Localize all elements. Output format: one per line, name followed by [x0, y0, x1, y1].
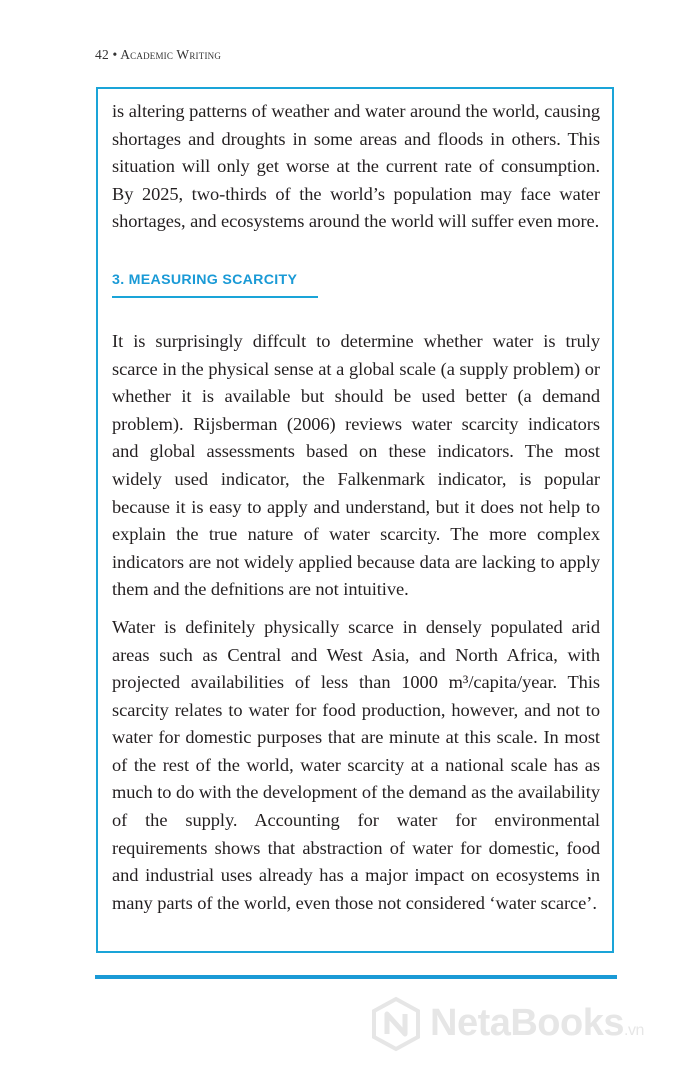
- box-content: [112, 98, 600, 917]
- heading-underline: [112, 296, 318, 298]
- watermark-logo: [368, 996, 688, 1056]
- watermark-brand: NetaBooks: [430, 1002, 624, 1044]
- section-heading: 3. MEASURING SCARCITY: [112, 271, 298, 288]
- watermark-suffix: .vn: [624, 1022, 644, 1039]
- watermark-text: [430, 1002, 644, 1045]
- netabooks-logo-icon: [368, 996, 424, 1052]
- paragraph-measuring-scarcity-1: It is surprisingly diffcult to determine whether water is truly scarce in the physical sense at a global scale (a supply problem) or whether it is available but should be used better (a demand problem). Rijsberman (2006) reviews water scarcity indicators and global assessments based on these indicators. The most widely used indicator, the Falkenmark indicator, is popular because it is easy to apply and understand, but it does not help to explain the true nature of water scarcity. The more complex indicators are not widely applied because data are lacking to apply them and the defnitions are not intuitive.: [112, 330, 600, 600]
- running-head: 42 • Academic Writing: [95, 47, 222, 62]
- bottom-rule: [95, 975, 617, 979]
- continued-paragraph: is altering patterns of weather and water around the world, causing shortages and droughts in some areas and floods in others. This situation will only get worse at the current rate of consumption. By 2025, two-thirds of the world’s population may face water shortages, and ecosystems around the world will suffer even more.: [112, 101, 600, 232]
- boxed-text-panel: [96, 87, 614, 953]
- paragraph-measuring-scarcity-2: Water is definitely physically scarce in densely populated arid areas such as Central and West Asia, and North Africa, with projected availabilities of less than 1000 m³/capita/year. This scarcity relates to water for food production, however, and not to water for domestic purposes that are minute at this scale. In most of the rest of the world, water scarcity at a national scale has as much to do with the development of the demand as the availability of the supply. Accounting for water for environmental requirements shows that abstraction of water for domestic, food and industrial uses already has a major impact on ecosystems in many parts of the world, even those not considered ‘water scarce’.: [112, 616, 600, 913]
